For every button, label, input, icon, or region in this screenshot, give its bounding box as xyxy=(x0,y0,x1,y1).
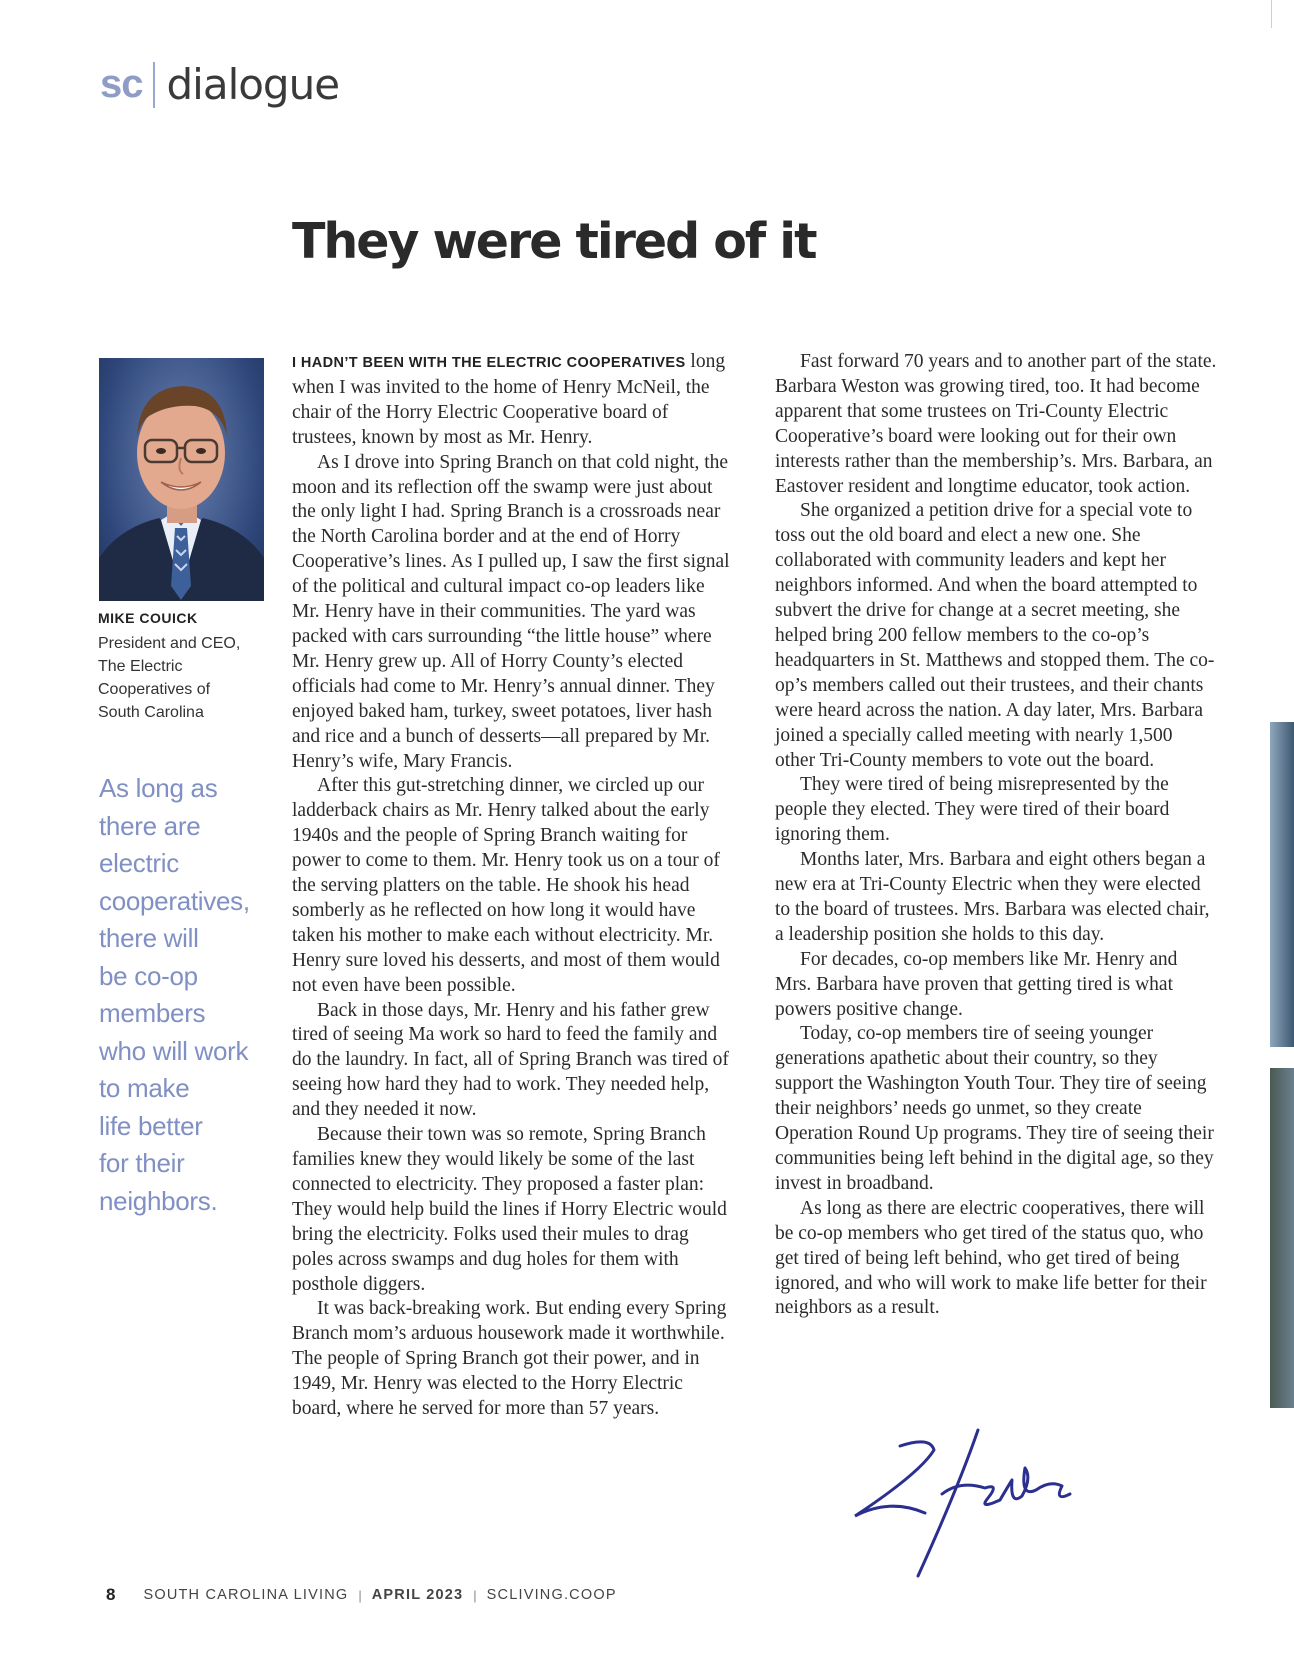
footer-separator: | xyxy=(358,1587,362,1603)
article-paragraph: As long as there are electric cooperatives, there will be co-op members who get tired of the status quo, who get tired of being left behind, who get tired of being ignored, and who will work to make life better for their neighbors as a result. xyxy=(775,1197,1207,1319)
website-link[interactable]: SCLIVING.COOP xyxy=(486,1587,617,1603)
author-photo xyxy=(99,358,264,601)
section-name: dialogue xyxy=(166,60,340,109)
article-headline: They were tired of it xyxy=(292,213,816,270)
article-paragraph: Months later, Mrs. Barbara and eight others began a new era at Tri-County Electric when they were elected to the board of trustees. Mrs. Barbara was elected chair, a leadership position she holds to this day. xyxy=(775,849,1210,945)
pull-quote: As long as there are electric cooperatives, there will be co-op members who will work to make life better for their neighbors. xyxy=(99,773,250,1216)
page-edge-rule xyxy=(1271,0,1272,28)
author-name: MIKE COUICK xyxy=(98,610,198,626)
page-number: 8 xyxy=(106,1585,116,1604)
publication-name: SOUTH CAROLINA LIVING xyxy=(143,1587,349,1603)
article-column-1 xyxy=(292,350,732,1422)
section-divider xyxy=(153,62,155,108)
author-title: President and CEO, The Electric Cooperatives of South Carolina xyxy=(98,635,241,721)
article-lead-in: I HADN’T BEEN WITH THE ELECTRIC COOPERATIVES xyxy=(292,355,686,371)
article-paragraph: They were tired of being misrepresented by the people they elected. They were tired of their board ignoring them. xyxy=(775,774,1170,846)
article-paragraph: As I drove into Spring Branch on that cold night, the moon and its reflection off the swamp were just about the only light I had. Spring Branch is a crossroads near the North Carolina border and at the end of Horry Cooperative’s lines. As I pulled up, I saw the first signal of the political and cultural impact co-op leaders like Mr. Henry have in their communities. The yard was packed with cars surrounding “the little house” where Mr. Henry grew up. All of Horry County’s elected officials had come to Mr. Henry’s annual dinner. They enjoyed baked ham, turkey, sweet potatoes, liver hash and rice and a bunch of desserts—all prepared by Mr. Henry’s wife, Mary Francis. xyxy=(292,451,730,772)
article-paragraph: Back in those days, Mr. Henry and his father grew tired of seeing Ma work so hard to feed the family and do the laundry. In fact, all of Spring Branch was tired of seeing how hard they had to work. They needed help, and they needed it now. xyxy=(292,999,729,1121)
section-header xyxy=(100,60,339,109)
facing-page-photo-edge xyxy=(1270,722,1294,1047)
article-paragraph: Today, co-op members tire of seeing younger generations apathetic about their country, so they support the Washington Youth Tour. They tire of seeing their neighbors’ needs go unmet, so they create Operation Round Up programs. They tire of seeing their communities being left behind in the digital age, so they invest in broadband. xyxy=(775,1023,1214,1194)
article-paragraph-text: long when I was invited to the home of Henry McNeil, the chair of the Horry Electric Cooperative board of trustees, known by most as Mr. Henry. xyxy=(292,351,726,448)
issue-date: APRIL 2023 xyxy=(371,1587,464,1603)
article-paragraph: For decades, co-op members like Mr. Henry and Mrs. Barbara have proven that getting tired is what powers positive change. xyxy=(775,948,1178,1020)
article-paragraph xyxy=(292,350,732,451)
footer-separator: | xyxy=(473,1587,477,1603)
article-paragraph: Fast forward 70 years and to another part of the state. Barbara Weston was growing tired, too. It had become apparent that some trustees on Tri-County Electric Cooperative’s board were looking out for their own interests rather than the membership’s. Mrs. Barbara, an Eastover resident and longtime educator, took action. xyxy=(775,351,1217,497)
article-paragraph: She organized a petition drive for a special vote to toss out the old board and elect a new one. She collaborated with community leaders and kept her neighbors informed. And when the board attempted to subvert the drive for change at a secret meeting, she helped bring 200 fellow members to the co-op’s headquarters in St. Matthews and stopped them. The co-op’s members called out their trustees, and their chants were heard across the nation. A day later, Mrs. Barbara joined a specially called meeting with nearly 1,500 other Tri-County members to vote out the board. xyxy=(775,500,1215,771)
page-footer xyxy=(106,1585,617,1605)
article-paragraph: It was back-breaking work. But ending every Spring Branch mom’s arduous housework made it worthwhile. The people of Spring Branch got their power, and in 1949, Mr. Henry was elected to the Horry Electric board, where he served for more than 57 years. xyxy=(292,1298,727,1420)
article-paragraph: After this gut-stretching dinner, we circled up our ladderback chairs as Mr. Henry talked about the early 1940s and the people of Spring Branch waiting for power to come to them. Mr. Henry took us on a tour of the serving platters on the table. He shook his head somberly as he reflected on how long it would have taken his mother to make each without electricity. Mr. Henry sure loved his desserts, and most of them would not even have been possible. xyxy=(292,775,720,996)
section-prefix: sc xyxy=(100,62,143,106)
author-signature xyxy=(850,1428,1090,1588)
article-paragraph: Because their town was so remote, Spring Branch families knew they would likely be some of the last connected to electricity. They proposed a faster plan: They would help build the lines if Horry Electric would bring the electricity. Folks used their mules to drag poles across swamps and dug holes for them with posthole diggers. xyxy=(292,1124,727,1295)
facing-page-photo-edge xyxy=(1270,1068,1294,1408)
article-column-2 xyxy=(775,350,1217,1321)
